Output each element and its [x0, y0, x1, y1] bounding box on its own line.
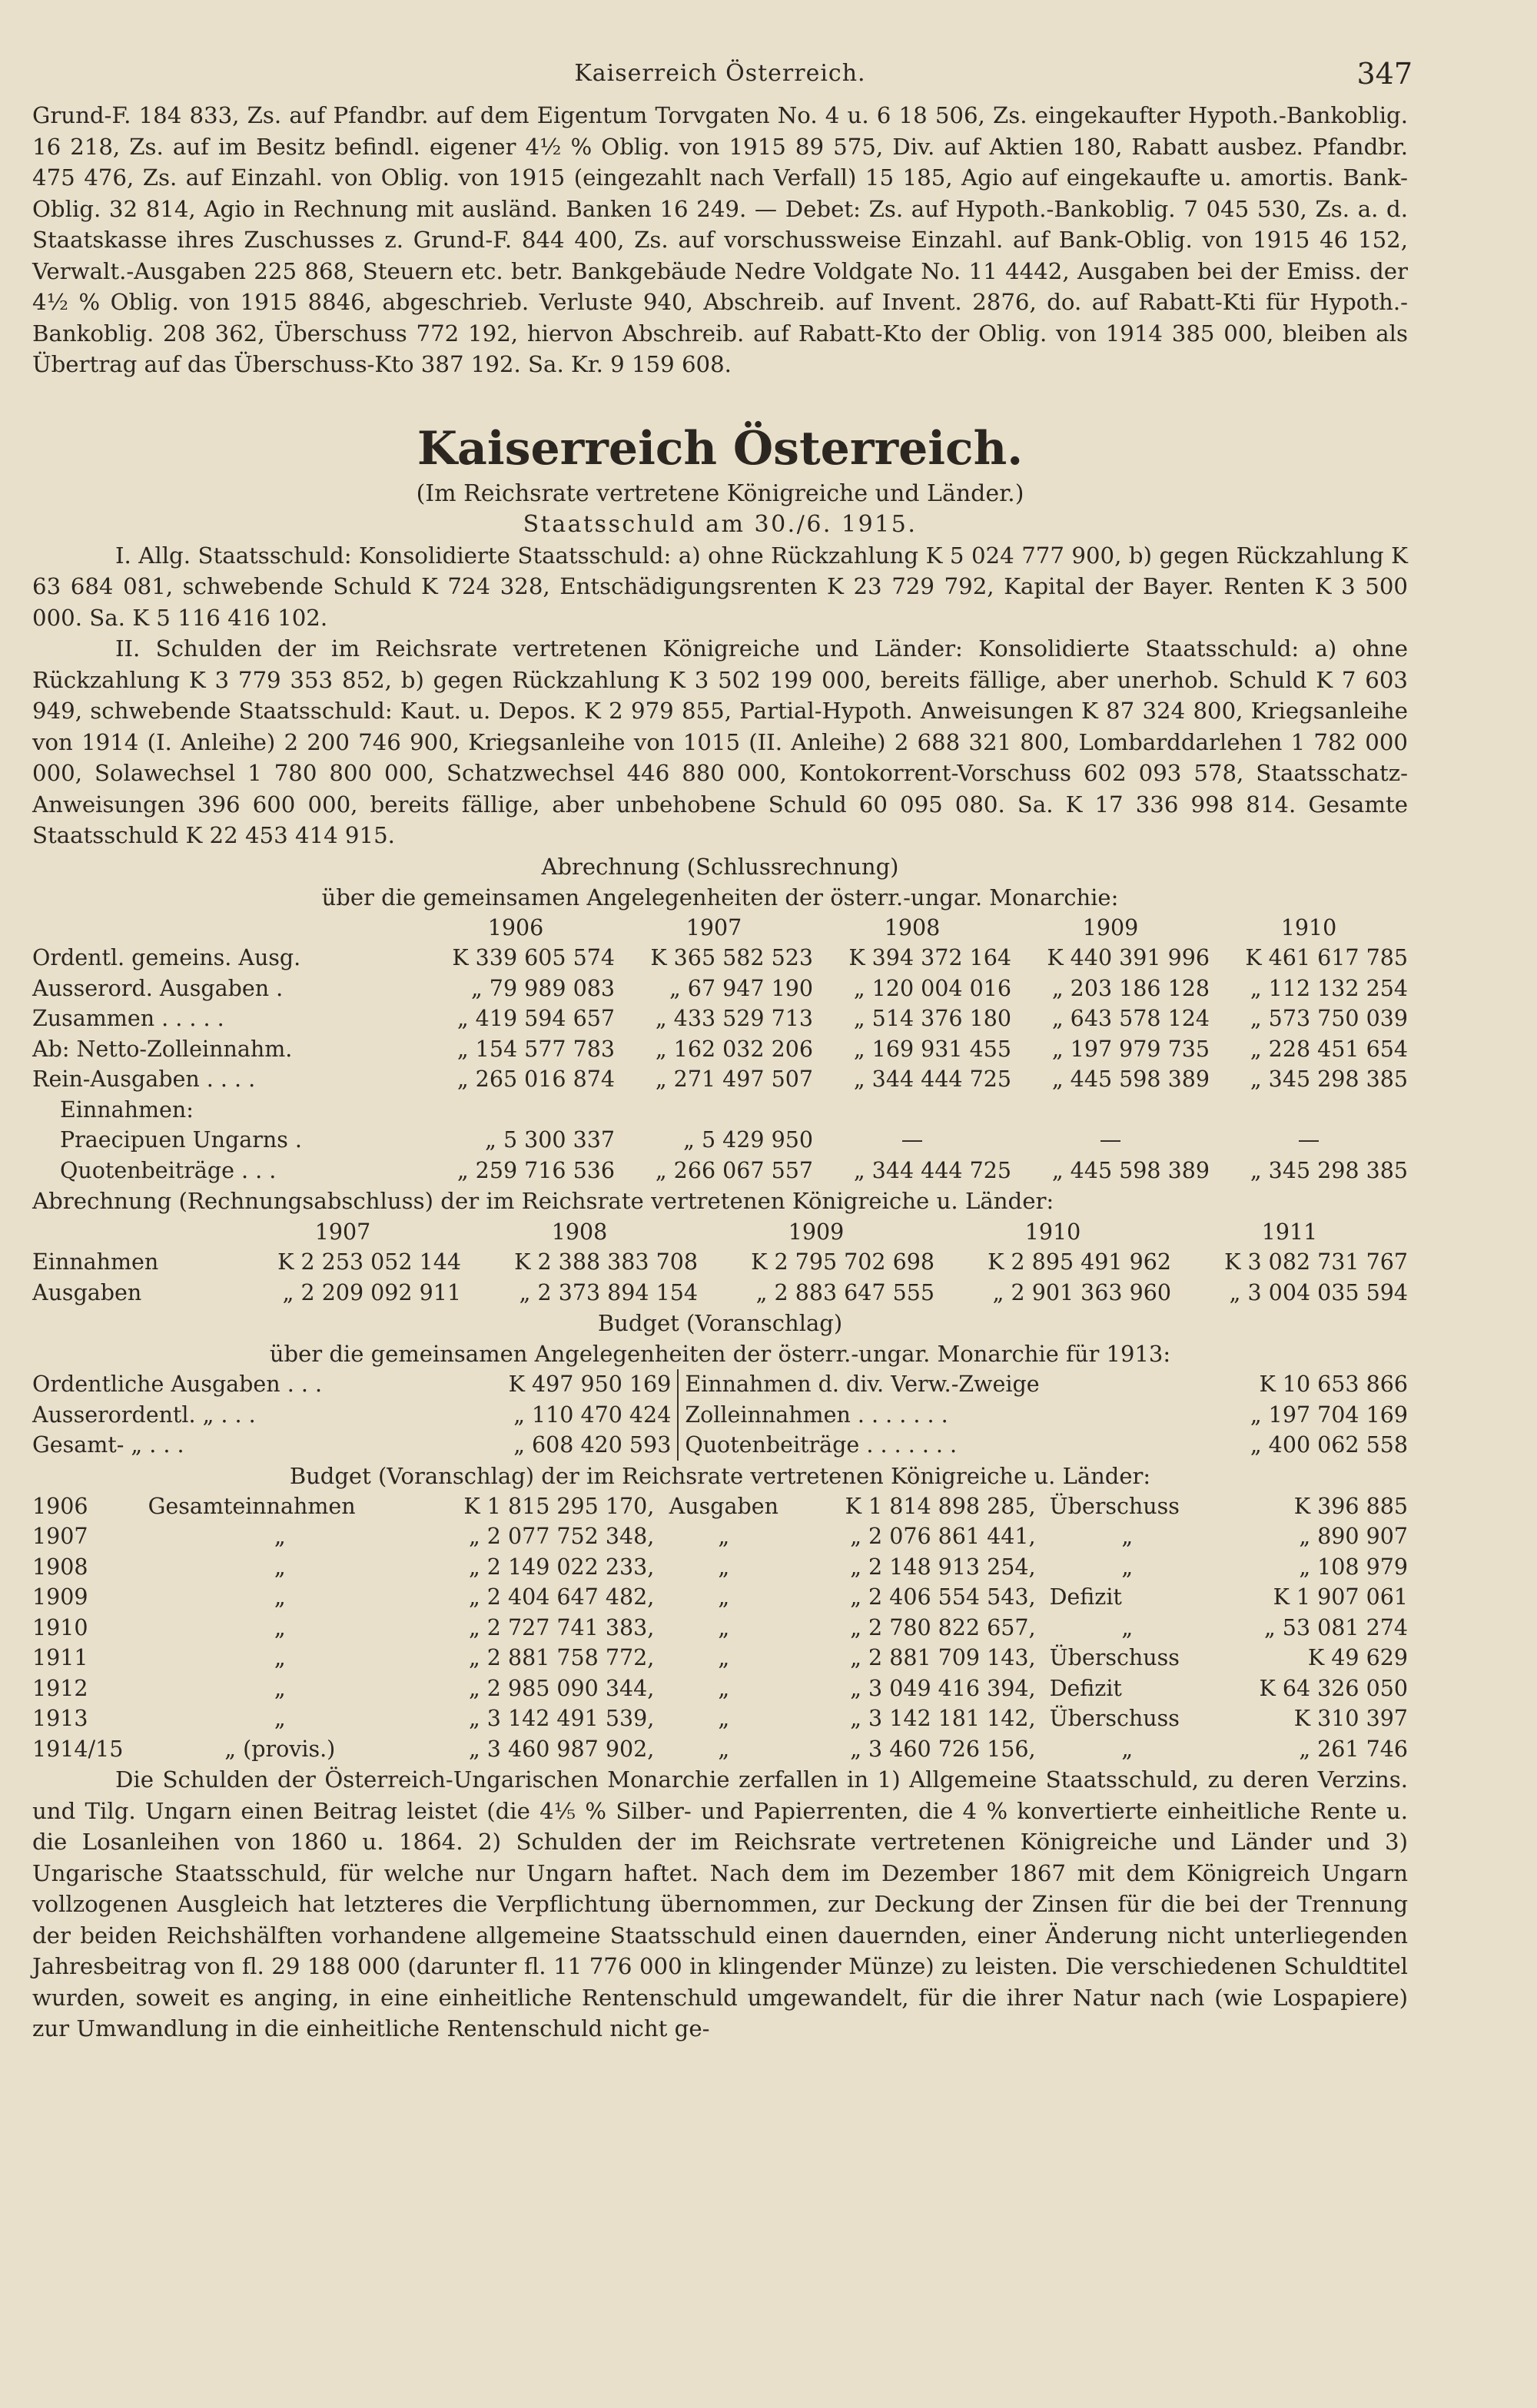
cell: „: [718, 1524, 730, 1549]
row-label: Quotenbeiträge . . . . . . .: [685, 1432, 958, 1458]
cell: „ 345 298 385: [1250, 1066, 1408, 1092]
cell: „ 3 460 987 902,: [468, 1736, 655, 1762]
row-label: Einnahmen d. div. Verw.-Zweige: [685, 1371, 1040, 1397]
table-row: [32, 1125, 1408, 1156]
year-cell: 1913: [32, 1706, 88, 1731]
cell: Überschuss: [1049, 1493, 1180, 1519]
cell: „ 3 142 491 539,: [468, 1706, 655, 1731]
cell: „: [1121, 1736, 1134, 1762]
cell: „: [274, 1584, 286, 1610]
year-cell: 1914/15: [32, 1736, 124, 1762]
cell: „: [274, 1554, 286, 1580]
cell: „ 261 746: [1299, 1736, 1408, 1762]
cell: „ 2 881 709 143,: [850, 1645, 1036, 1670]
table-row: [32, 1613, 1408, 1643]
year-header: 1911: [1261, 1219, 1318, 1245]
cell: —: [901, 1127, 924, 1153]
row-label: Gesamt- „ . . .: [32, 1432, 184, 1458]
table-row: [32, 1034, 1408, 1065]
cell: K 1 907 061: [1273, 1584, 1408, 1610]
cell: K 365 582 523: [650, 945, 813, 970]
table-row: [32, 1430, 1408, 1461]
cell: „ 266 067 557: [655, 1157, 813, 1183]
table-row: [32, 1673, 1408, 1704]
budget-common-table: [32, 1369, 1408, 1461]
cell: „ 112 132 254: [1250, 975, 1408, 1001]
cell: „ 2 404 647 482,: [468, 1584, 655, 1610]
table-row: [32, 1095, 1408, 1126]
row-label: Ausgaben: [32, 1279, 142, 1305]
year-header: 1908: [551, 1219, 608, 1245]
common-account-heading-1: Abrechnung (Schlussrechnung): [541, 853, 899, 880]
cell: „ 197 704 169: [1250, 1401, 1408, 1428]
cell: „: [1121, 1554, 1134, 1580]
cell: „: [274, 1675, 286, 1701]
cell: „ 890 907: [1299, 1524, 1408, 1549]
table-row: [32, 1521, 1408, 1552]
cell: „ 419 594 657: [456, 1006, 615, 1031]
cell: „ 573 750 039: [1250, 1006, 1408, 1031]
cell: „ 3 004 035 594: [1229, 1279, 1408, 1305]
cell: „: [718, 1706, 730, 1731]
cell: „ 2 148 913 254,: [850, 1554, 1036, 1580]
cell: „ 169 931 455: [853, 1036, 1011, 1062]
table-row: [32, 1643, 1408, 1673]
cell: —: [1297, 1127, 1320, 1153]
row-label: Ordentl. gemeins. Ausg.: [32, 945, 301, 970]
row-label: Ab: Netto-Zolleinnahm.: [32, 1036, 293, 1062]
cell: —: [1099, 1127, 1122, 1153]
cell: „ 445 598 389: [1051, 1066, 1210, 1092]
cell: „ 2 727 741 383,: [468, 1614, 655, 1640]
common-account-table: [32, 913, 1408, 1186]
cell: „ 445 598 389: [1051, 1157, 1210, 1183]
lands-account-heading: Abrechnung (Rechnungsabschluss) der im Reichsrate vertretenen Königreiche u. Länder:: [32, 1188, 1054, 1214]
cell: „: [718, 1675, 730, 1701]
row-label: Ausserord. Ausgaben .: [32, 975, 284, 1001]
row-label: Einnahmen: [32, 1249, 159, 1275]
row-label: Ordentliche Ausgaben . . .: [32, 1371, 322, 1397]
cell: „ 265 016 874: [456, 1066, 615, 1092]
table-row: [32, 1400, 1408, 1431]
debt-paragraph-1: I. Allg. Staatsschuld: Konsolidierte Staatsschuld: a) ohne Rückzahlung K 5 024 777 900, b) gegen Rückzahlung K 63 684 081, schwebende Schuld K 724 328, Entschädigungsrenten K 23 729 792, Kapital der Bayer. Renten K 3 500 000. Sa. K 5 116 416 102.: [32, 542, 1408, 631]
cell: K 2 253 052 144: [277, 1249, 461, 1275]
cell: K 310 397: [1293, 1706, 1408, 1731]
cell: „ 2 076 861 441,: [850, 1524, 1036, 1549]
cell: K 64 326 050: [1259, 1675, 1408, 1701]
cell: K 440 391 996: [1047, 945, 1210, 970]
cell: K 1 814 898 285,: [845, 1493, 1036, 1519]
cell: „ 433 529 713: [655, 1006, 813, 1031]
cell: „ 110 470 424: [440, 1400, 678, 1431]
cell: „ 3 049 416 394,: [850, 1675, 1036, 1701]
cell: „ 162 032 206: [655, 1036, 813, 1062]
year-cell: 1907: [32, 1524, 88, 1549]
cell: „ 2 373 894 154: [519, 1279, 698, 1305]
year-header: 1910: [1024, 1219, 1081, 1245]
table-row: [32, 1003, 1408, 1034]
year-cell: 1906: [32, 1493, 88, 1519]
cell: „ 2 780 822 657,: [850, 1614, 1036, 1640]
cell: K 461 617 785: [1245, 945, 1408, 970]
table-row: [32, 1369, 1408, 1400]
cell: „: [274, 1524, 286, 1549]
cell: Defizit: [1049, 1675, 1122, 1701]
cell: „ 154 577 783: [456, 1036, 615, 1062]
running-header: [32, 54, 1413, 100]
cell: „ 2 209 092 911: [282, 1279, 461, 1305]
cell: „: [274, 1645, 286, 1670]
section-title: Kaiserreich Österreich.: [417, 421, 1024, 476]
cell: „ 228 451 654: [1250, 1036, 1408, 1062]
cell: K 2 795 702 698: [751, 1249, 934, 1275]
cell: „ 120 004 016: [853, 975, 1011, 1001]
intro-paragraph: Grund-F. 184 833, Zs. auf Pfandbr. auf dem Eigentum Torvgaten No. 4 u. 6 18 506, Zs. eingekaufter Hypoth.-Bankoblig. 16 218, Zs. auf im Besitz befindl. eigener 4½ % Oblig. von 1915 89 575, Div. auf Aktien 180, Rabatt ausbez. Pfandbr. 475 476, Zs. auf Einzahl. von Oblig. von 1915 (eingezahlt nach Verfall) 15 185, Agio auf eingekaufte u. amortis. Bank-Oblig. 32 814, Agio in Rechnung mit ausländ. Banken 16 249. — Debet: Zs. auf Hypoth.-Bankoblig. 7 045 530, Zs. a. d. Staatskasse ihres Zuschusses z. Grund-F. 844 400, Zs. auf vorschussweise Einzahl. auf Bank-Oblig. von 1915 46 152, Verwalt.-Ausgaben 225 868, Steuern etc. betr. Bankgebäude Nedre Voldgate No. 11 4442, Ausgaben bei der Emiss. der 4½ % Oblig. von 1915 8846, abgeschrieb. Verluste 940, Abschreib. auf Invent. 2876, do. auf Rabatt-Kti für Hypoth.-Bankoblig. 208 362, Überschuss 772 192, hiervon Abschreib. auf Rabatt-Kto der Oblig. von 1914 385 000, bleiben als Übertrag auf das Überschuss-Kto 387 192. Sa. Kr. 9 159 608.: [32, 102, 1408, 377]
year-header: 1908: [884, 914, 941, 940]
cell: K 10 653 866: [1259, 1371, 1408, 1397]
year-cell: 1911: [32, 1645, 88, 1670]
running-title: Kaiserreich Österreich.: [574, 60, 866, 87]
year-header: 1909: [788, 1219, 845, 1245]
cell: „ 2 149 022 233,: [468, 1554, 655, 1580]
year-cell: 1909: [32, 1584, 88, 1610]
cell: „ 2 883 647 555: [755, 1279, 934, 1305]
table-row: [32, 1247, 1408, 1278]
table-row: [32, 1064, 1408, 1095]
year-cell: 1910: [32, 1614, 88, 1640]
year-cell: 1912: [32, 1675, 88, 1701]
table-header-row: [32, 1217, 1408, 1248]
cell: „ 203 186 128: [1051, 975, 1210, 1001]
row-label: Rein-Ausgaben . . . .: [32, 1066, 256, 1092]
year-header: 1909: [1082, 914, 1139, 940]
row-label: Quotenbeiträge . . .: [60, 1157, 277, 1183]
budget-common-heading-1: Budget (Voranschlag): [597, 1310, 843, 1336]
cell: K 394 372 164: [848, 945, 1011, 970]
row-label: Ausserordentl. „ . . .: [32, 1401, 256, 1428]
table-row: [32, 1582, 1408, 1613]
cell: „ 271 497 507: [655, 1066, 813, 1092]
cell: „ 3 142 181 142,: [850, 1706, 1036, 1731]
cell: „ 67 947 190: [669, 975, 813, 1001]
lands-account-table: [32, 1217, 1408, 1308]
common-account-heading-2: über die gemeinsamen Angelegenheiten der österr.-ungar. Monarchie:: [321, 884, 1119, 910]
cell: Defizit: [1049, 1584, 1122, 1610]
section-subtitle: (Im Reichsrate vertretene Königreiche und Länder.): [416, 479, 1024, 507]
cell: Gesamteinnahmen: [148, 1493, 356, 1519]
row-label: Praecipuen Ungarns .: [60, 1127, 302, 1153]
cell: „: [1121, 1524, 1134, 1549]
debt-heading: Staatsschuld am 30./6. 1915.: [523, 510, 918, 538]
table-row: [32, 1703, 1408, 1734]
year-header: 1907: [314, 1219, 371, 1245]
cell: „ 2 901 363 960: [992, 1279, 1171, 1305]
table-row: [32, 943, 1408, 973]
budget-lands-table: [32, 1491, 1408, 1765]
cell: K 3 082 731 767: [1224, 1249, 1408, 1275]
cell: „: [718, 1614, 730, 1640]
row-label: Einnahmen:: [60, 1096, 194, 1123]
cell: „ 197 979 735: [1051, 1036, 1210, 1062]
cell: „: [274, 1614, 286, 1640]
cell: „ 643 578 124: [1051, 1006, 1210, 1031]
budget-common-heading-2: über die gemeinsamen Angelegenheiten der österr.-ungar. Monarchie für 1913:: [269, 1341, 1171, 1367]
cell: „ 5 429 950: [683, 1127, 813, 1153]
cell: „: [718, 1554, 730, 1580]
cell: „ 259 716 536: [456, 1157, 615, 1183]
table-header-row: [32, 913, 1408, 944]
cell: „ 108 979: [1299, 1554, 1408, 1580]
cell: „ 2 077 752 348,: [468, 1524, 655, 1549]
cell: „: [1121, 1614, 1134, 1640]
cell: „ 345 298 385: [1250, 1157, 1408, 1183]
cell: K 339 605 574: [452, 945, 615, 970]
cell: K 396 885: [1293, 1493, 1408, 1519]
cell: „ 400 062 558: [1250, 1432, 1408, 1458]
table-row: [32, 1734, 1408, 1765]
year-header: 1910: [1280, 914, 1337, 940]
cell: Ausgaben: [669, 1493, 778, 1519]
cell: „ 2 406 554 543,: [850, 1584, 1036, 1610]
table-row: [32, 1278, 1408, 1308]
cell: „ (provis.): [224, 1736, 336, 1762]
cell: „: [718, 1584, 730, 1610]
cell: „ 2 881 758 772,: [468, 1645, 655, 1670]
cell: K 2 895 491 962: [988, 1249, 1171, 1275]
cell: „ 79 989 083: [470, 975, 615, 1001]
debt-paragraph-2: II. Schulden der im Reichsrate vertretenen Königreiche und Länder: Konsolidierte Staatsschuld: a) ohne Rückzahlung K 3 779 353 852, b) gegen Rückzahlung K 3 502 199 000, bereits fällige, aber unerhob. Schuld K 7 603 949, schwebende Staatsschuld: Kaut. u. Depos. K 2 979 855, Partial-Hypoth. Anweisungen K 87 324 800, Kriegsanleihe von 1914 (I. Anleihe) 2 200 746 900, Kriegsanleihe von 1015 (II. Anleihe) 2 688 321 800, Lombarddarlehen 1 782 000 000, Solawechsel 1 780 800 000, Schatzwechsel 446 880 000, Kontokorrent-Vorschuss 602 093 578, Staatsschatz-Anweisungen 396 600 000, bereits fällige, aber unbehobene Schuld 60 095 080. Sa. K 17 336 998 814. Gesamte Staatsschuld K 22 453 414 915.: [32, 635, 1408, 848]
year-header: 1906: [487, 914, 544, 940]
page-number: 347: [1356, 57, 1413, 91]
table-row: [32, 1552, 1408, 1583]
cell: „ 514 376 180: [853, 1006, 1011, 1031]
cell: K 49 629: [1307, 1645, 1408, 1670]
cell: K 497 950 169: [440, 1369, 678, 1400]
row-label: Zusammen . . . . .: [32, 1006, 224, 1031]
cell: Überschuss: [1049, 1645, 1180, 1670]
cell: K 1 815 295 170,: [463, 1493, 655, 1519]
cell: „ 608 420 593: [440, 1430, 678, 1461]
table-row: [32, 973, 1408, 1004]
cell: „ 2 985 090 344,: [468, 1675, 655, 1701]
row-label: Zolleinnahmen . . . . . . .: [685, 1401, 948, 1428]
final-paragraph: Die Schulden der Österreich-Ungarischen Monarchie zerfallen in 1) Allgemeine Staatsschuld, zu deren Verzins. und Tilg. Ungarn einen Beitrag leistet (die 4⅕ % Silber- und Papierrenten, die 4 % konvertierte einheitliche Rente u. die Losanleihen von 1860 u. 1864. 2) Schulden der im Reichsrate vertretenen Königreiche und Länder und 3) Ungarische Staatsschuld, für welche nur Ungarn haftet. Nach dem im Dezember 1867 mit dem Königreich Ungarn vollzogenen Ausgleich hat letzteres die Verpflichtung übernommen, zur Deckung der Zinsen für die bei der Trennung der beiden Reichshälften vorhandene allgemeine Staatsschuld einen dauernden, einer Änderung nicht unterliegenden Jahresbeitrag von fl. 29 188 000 (darunter fl. 11 776 000 in klingender Münze) zu leisten. Die verschiedenen Schuldtitel wurden, soweit es anging, in eine einheitliche Rentenschuld umgewandelt, für die ihrer Natur nach (wie Lospapiere) zur Umwandlung in die einheitliche Rentenschuld nicht ge-: [32, 1766, 1408, 2041]
year-header: 1907: [686, 914, 742, 940]
cell: „ 5 300 337: [485, 1127, 615, 1153]
year-cell: 1908: [32, 1554, 88, 1580]
budget-lands-heading: Budget (Voranschlag) der im Reichsrate vertretenen Königreiche u. Länder:: [289, 1462, 1151, 1489]
cell: „ 344 444 725: [853, 1157, 1011, 1183]
cell: Überschuss: [1049, 1706, 1180, 1731]
cell: „ 3 460 726 156,: [850, 1736, 1036, 1762]
table-row: [32, 1491, 1408, 1522]
cell: „: [274, 1706, 286, 1731]
cell: K 2 388 383 708: [514, 1249, 698, 1275]
cell: „: [718, 1736, 730, 1762]
cell: „: [718, 1645, 730, 1670]
cell: „ 344 444 725: [853, 1066, 1011, 1092]
cell: „ 53 081 274: [1263, 1614, 1408, 1640]
table-row: [32, 1156, 1408, 1186]
